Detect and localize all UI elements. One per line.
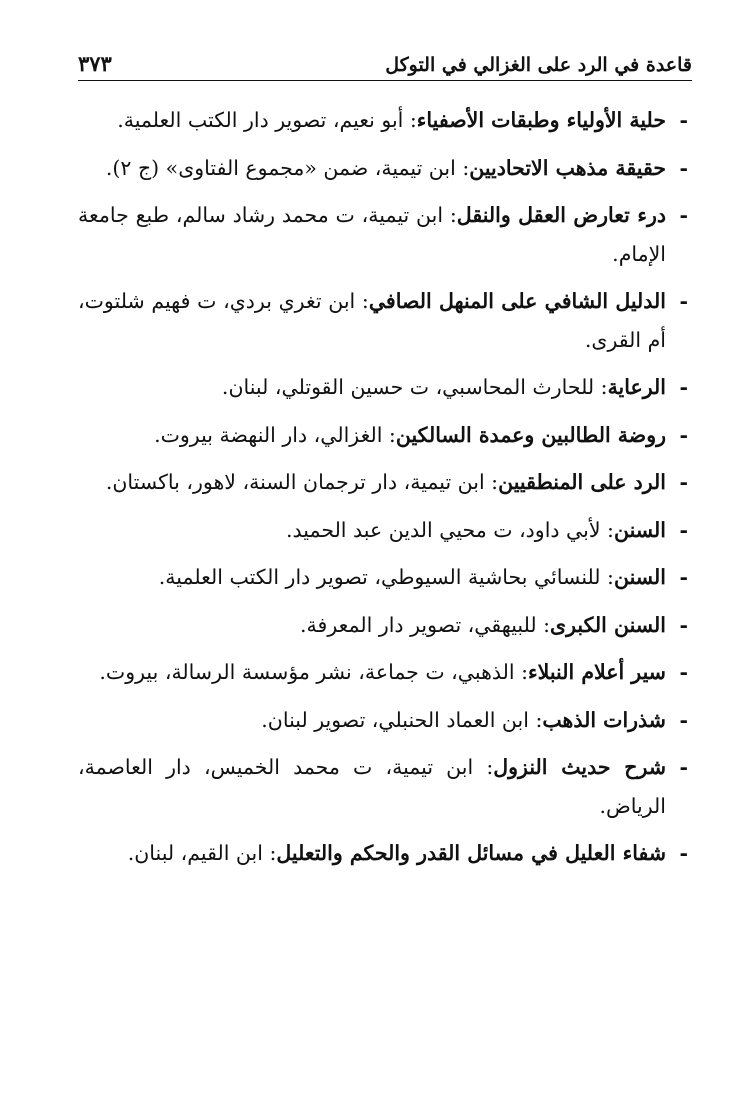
entry-title: حلية الأولياء وطبقات الأصفياء xyxy=(416,108,666,132)
entry-title: شفاء العليل في مسائل القدر والحكم والتعليل xyxy=(276,841,666,865)
bibliography-entry xyxy=(78,368,692,407)
page-number: ٣٧٣ xyxy=(78,51,112,76)
entry-details: : ابن تيمية، ت محمد رشاد سالم، طبع جامعة الإمام. xyxy=(78,203,666,266)
bibliography-entry xyxy=(78,101,692,140)
bibliography-entry xyxy=(78,463,692,502)
bibliography-entry xyxy=(78,416,692,455)
entry-details: : الغزالي، دار النهضة بيروت. xyxy=(154,422,396,447)
entry-details: : ابن تغري بردي، ت فهيم شلتوت، أم القرى. xyxy=(78,289,666,352)
entry-details: : للبيهقي، تصوير دار المعرفة. xyxy=(300,612,551,637)
bibliography-entry xyxy=(78,748,692,825)
book-page xyxy=(78,40,692,882)
entry-details: : الذهبي، ت جماعة، نشر مؤسسة الرسالة، بيروت. xyxy=(99,660,528,684)
bibliography-entry xyxy=(78,606,692,645)
bibliography-entry xyxy=(78,701,692,740)
entry-title: السنن xyxy=(613,517,666,542)
entry-title: درء تعارض العقل والنقل xyxy=(456,203,666,227)
bibliography-entry xyxy=(78,196,692,273)
running-title: قاعدة في الرد على الغزالي في التوكل xyxy=(385,54,692,76)
bibliography-entry xyxy=(78,511,692,550)
running-header xyxy=(78,40,692,81)
entry-title: شرح حديث النزول xyxy=(493,755,666,779)
entry-details: : ابن تيمية، ضمن «مجموع الفتاوى» (ج ٢). xyxy=(105,155,470,180)
entry-details: : أبو نعيم، تصوير دار الكتب العلمية. xyxy=(117,108,417,132)
bibliography-entry xyxy=(78,558,692,597)
entry-details: : للنسائي بحاشية السيوطي، تصوير دار الكتب العلمية. xyxy=(158,565,614,589)
entry-title: الرعاية xyxy=(607,375,666,399)
entry-details: : لأبي داود، ت محيي الدين عبد الحميد. xyxy=(286,517,614,542)
entry-title: روضة الطالبين وعمدة السالكين xyxy=(395,422,666,447)
entry-details: : ابن القيم، لبنان. xyxy=(127,841,277,865)
entry-title: حقيقة مذهب الاتحاديين xyxy=(469,155,666,180)
entry-title: سير أعلام النبلاء xyxy=(528,660,666,684)
entry-details: : ابن العماد الحنبلي، تصوير لبنان. xyxy=(261,707,543,732)
bibliography-entry xyxy=(78,834,692,873)
entry-details: : ابن تيمية، دار ترجمان السنة، لاهور، باكستان. xyxy=(105,470,499,494)
bibliography-entry xyxy=(78,149,692,188)
entry-details: : للحارث المحاسبي، ت حسين القوتلي، لبنان. xyxy=(221,375,608,399)
entry-title: السنن xyxy=(613,565,666,589)
entry-title: الرد على المنطقيين xyxy=(498,470,666,494)
entry-title: السنن الكبرى xyxy=(550,612,666,637)
entry-title: الدليل الشافي على المنهل الصافي xyxy=(368,289,666,313)
bibliography-list xyxy=(78,101,692,873)
bibliography-entry xyxy=(78,282,692,359)
entry-details: : ابن تيمية، ت محمد الخميس، دار العاصمة، الرياض. xyxy=(78,755,666,818)
entry-title: شذرات الذهب xyxy=(542,707,666,732)
bibliography-entry xyxy=(78,653,692,692)
